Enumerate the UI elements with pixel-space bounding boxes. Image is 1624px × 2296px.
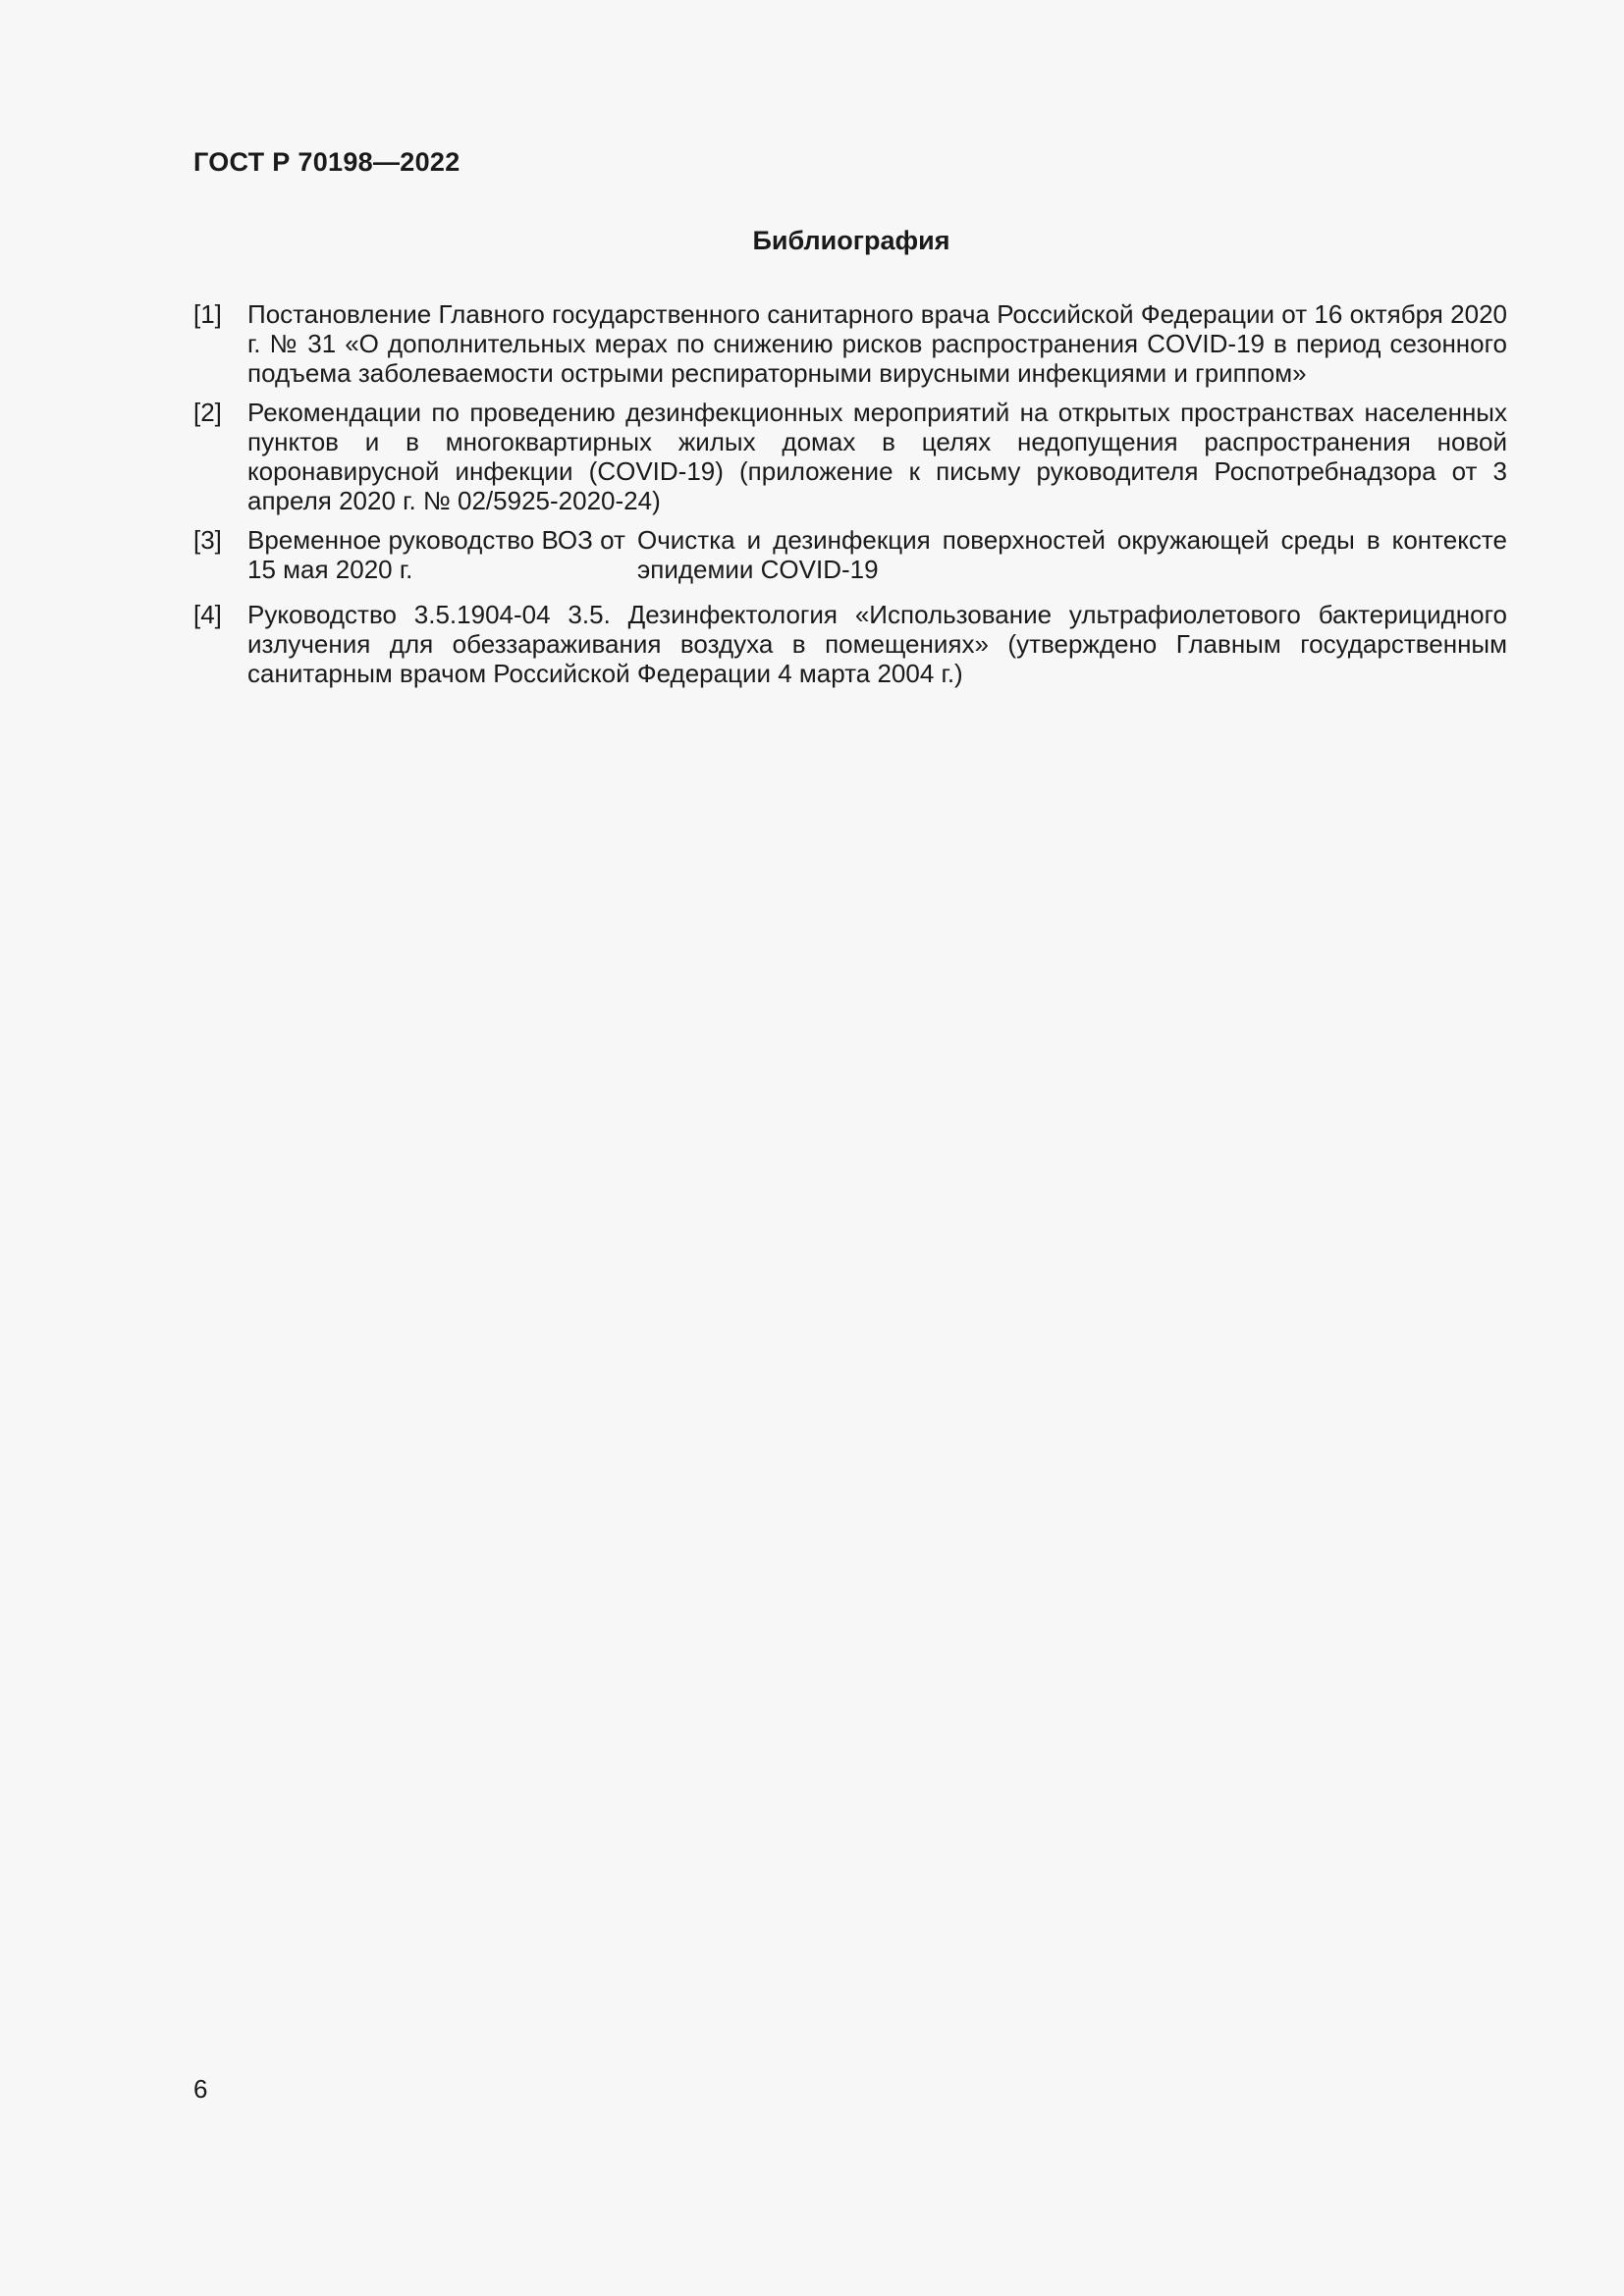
bibliography-entry-3 [193, 525, 1507, 584]
bibliography-list [193, 299, 1507, 698]
document-header: ГОСТ Р 70198—2022 [193, 147, 460, 177]
bibliography-entry-2 [193, 398, 1507, 515]
entry-number: [1] [193, 299, 222, 329]
entry-text: Руководство 3.5.1904-04 3.5. Дезинфектология «Использование ультрафиолетового бактерицидного излучения для обеззараживания воздуха в помещениях» (утверждено Главным государственным санитарным врачом Российской Федерации 4 марта 2004 г.) [247, 600, 1507, 688]
section-title: Библиография [752, 226, 950, 255]
bibliography-entry-4 [193, 600, 1507, 688]
entry-number: [2] [193, 398, 222, 427]
entry-number: [3] [193, 525, 222, 555]
entry-title: Очистка и дезинфекция поверхностей окружающей среды в контексте эпидемии COVID-19 [637, 525, 1507, 584]
entry-number: [4] [193, 600, 222, 629]
entry-text [247, 525, 1507, 584]
entry-text: Рекомендации по проведению дезинфекционных мероприятий на открытых пространствах населенных пунктов и в многоквартирных жилых домах в целях недопущения распространения новой коронавирусной инфекции (COVID-19) (приложение к письму руководителя Роспотребнадзора от 3 апреля 2020 г. № 02/5925-2020-24) [247, 398, 1507, 515]
page-number: 6 [193, 2074, 208, 2104]
bibliography-entry-1 [193, 299, 1507, 388]
entry-source: Временное руководство ВОЗ от 15 мая 2020 г. [247, 525, 625, 584]
entry-text: Постановление Главного государственного санитарного врача Российской Федерации от 16 октября 2020 г. № 31 «О дополнительных мерах по снижению рисков распространения COVID-19 в период сезонного подъема заболеваемости острыми респираторными вирусными инфекциями и гриппом» [247, 299, 1507, 388]
